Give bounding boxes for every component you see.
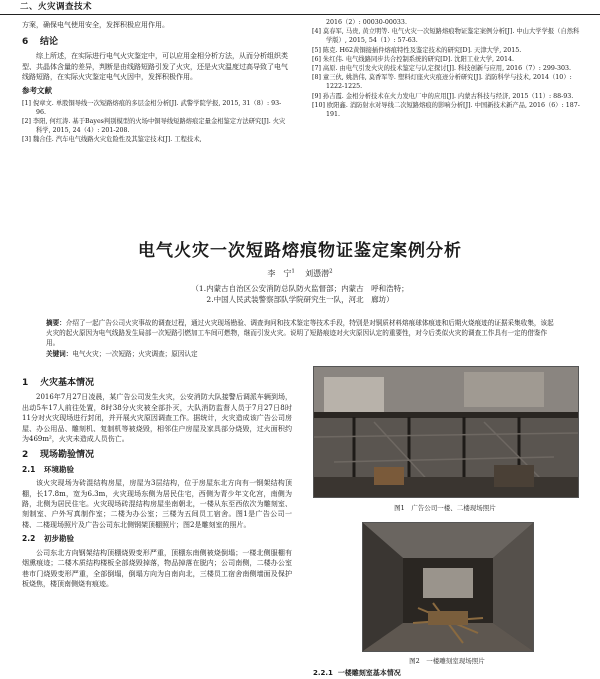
abstract-block xyxy=(46,318,556,359)
conclusion-heading xyxy=(22,37,288,48)
ref-item: [10] 欧阳鑫. 消防射水对导线二次短路熔痕的影响分析[J]. 中国新技术新产品, 2016（6）: 187-191. xyxy=(312,101,580,119)
conclusion-text: 综上所述，在实际进行电气火灾鉴定中，可以应用金相分析方法，从而分析组织类型、共晶体含量的差异，判断是由线路短路引发了火灾，还是火灾温度过高导致了电气线路短路，在实际火灾鉴定电气火因中，发挥积极作用。 xyxy=(22,52,288,82)
top-left-column xyxy=(22,20,288,145)
ref-item: [4] 莫春军, 马贵, 黄立明等. 电气火灾一次短路熔痕物证鉴定案例分析[J]. 中山大学学报（自然科学版）, 2015, 54（1）: 57-63. xyxy=(312,28,580,45)
ref-item: [6] 朱红伟. 电气线路同步共合控制系统的研究[D]. 沈阳工业大学, 2014. xyxy=(312,55,515,63)
subsection-2-1-heading xyxy=(22,465,292,475)
subsection-2-1-title: 环境勘验 xyxy=(44,464,74,474)
author-2-sup: 2 xyxy=(329,268,333,275)
journal-header xyxy=(0,0,600,15)
author-1: 李 宁 xyxy=(267,269,292,278)
author-2: 刘憑潜 xyxy=(305,269,330,278)
conclusion-num: 6 xyxy=(22,36,29,47)
section-1-heading xyxy=(22,378,292,388)
subsection-2-1-text: 该火灾现场为砖混结构房屋，房屋为3层结构，位于房屋东北方向有一钢架结构顶棚，长17.8m，宽为6.3m，火灾现场东侧为居民住宅，西侧为青少年文化宫，南侧为路，北侧为居民住宅。火灾现场砖混结构房屋坐南朝北，一楼从东至西依次为雕刻室、刻制室、户外写真制作室；二楼为办公室；三楼为五间员工宿舍。图1是广告公司一楼、二楼现场照片及广告公司东北侧钢架顶棚照片；图2是雕刻室的照片。 xyxy=(22,479,292,529)
ref-item: [3] 魏合佳. 汽车电气线路火灾危险性及其鉴定技术[J]. 工程技术, xyxy=(22,136,202,144)
subsection-2-2-heading xyxy=(22,534,292,544)
ref-item: [2] 李阳, 何红涛. 基于Bayes判别模型的火场中铜导线短路熔痕定量金相鉴定方法研究[J]. 火灾科学, 2015, 24（4）: 201-208. xyxy=(22,117,286,135)
subsection-2-2-1-title: 一楼雕刻室基本情况 xyxy=(337,669,401,677)
abstract-text: 介绍了一起广告公司火灾事故的调查过程，通过火灾现场勘验、调查询问和技术鉴定等技术手段，特别是对铜质材料熔痕球体痕迹和后期火烧痕迹的证据采集收集，该起火灾的起火原因为电气线路发生局部一次短路引燃加工车间可燃物，继而引发火灾。说明了短路痕迹对火灾原因认定的重要性，对今后类似火灾的调查工作具有一定的借鉴作用。 xyxy=(46,319,554,347)
ref-item: [1] 倪章文. 单股铜导线一次短路熔痕的多层金相分析[J]. 武警学院学报, 2015, 31（8）: 93-96. xyxy=(22,99,282,116)
keywords-label: 关键词： xyxy=(46,350,73,358)
body-left-column xyxy=(22,372,292,589)
figure-2-caption: 图2 一楼雕刻室现场照片 xyxy=(409,657,485,665)
refs-title: 参考文献 xyxy=(22,85,52,95)
section-1-text: 2016年7月27日凌晨，某广告公司发生火灾，公安消防大队接警后调派车辆到场，出动5车17人前往处置，8时38分火灾被全部扑灭，大队消防监督人员于7月27日8时11分对火灾现场进行封闭，并开展火灾原因调查工作。据统计，火灾造成该广告公司房屋、办公用品、雕刻机、复制机等被烧毁，相邻住户房屋及家具部分烧毁，过火面积约为469m²，火灾未造成人员伤亡。 xyxy=(22,393,292,444)
section-2-num: 2 xyxy=(22,450,29,461)
affil-line-1: （1.内蒙古自治区公安消防总队防火监督部；内蒙古 呼和浩特； xyxy=(191,284,409,293)
figure-1-photo xyxy=(313,366,579,498)
authors xyxy=(0,268,600,279)
ref-item: [8] 童三伙, 姚浩伟, 莫香军等. 塑料灯座火灾痕迹分析研究[J]. 消防科学与技术, 2014（10）: 1222-1225. xyxy=(312,74,572,91)
carry-text: 方案，确保电气使用安全，发挥积极应用作用。 xyxy=(22,21,169,29)
figure-2-photo xyxy=(362,522,534,652)
subsection-2-2-num: 2.2 xyxy=(22,534,36,544)
section-1-title: 火灾基本情况 xyxy=(40,378,95,388)
ref-item: [5] 陈克. H62黄铜接插件熔痕特性及鉴定技术的研究[D]. 天津大学, 2015. xyxy=(312,46,522,54)
top-right-column xyxy=(312,18,580,119)
fire-scene-photo-1 xyxy=(314,367,578,497)
subsection-2-2-title: 初步勘验 xyxy=(44,534,74,544)
affil-line-2: 2.中国人民武装警察部队学院研究生一队，河北 廊坊） xyxy=(206,295,394,304)
affiliations xyxy=(0,283,600,305)
section-2-title: 现场勘验情况 xyxy=(40,450,95,461)
conclusion-title: 结论 xyxy=(40,36,59,47)
ref-item: 2016（2）: 00030-00033. xyxy=(326,19,407,26)
subsection-2-1-num: 2.1 xyxy=(22,464,36,474)
section-1-num: 1 xyxy=(22,378,29,388)
author-1-sup: 1 xyxy=(291,268,295,275)
ref-item: [9] 孙吉霞. 金相分析技术在火力发电厂中的应用[J]. 内蒙古科技与经济, 2015（11）: 88-93. xyxy=(312,92,574,100)
paper-title: 电气火灾一次短路熔痕物证鉴定案例分析 xyxy=(138,241,462,261)
subsection-2-2-1-heading xyxy=(313,668,577,678)
figure-1-caption: 图1 广告公司一楼、二楼现场照片 xyxy=(394,504,496,512)
section-label: 二、火灾调查技术 xyxy=(20,2,93,12)
section-2-heading xyxy=(22,450,292,460)
subsection-2-2-1-num: 2.2.1 xyxy=(313,669,333,677)
keywords-text: 电气火灾；一次短路；火灾调查；原因认定 xyxy=(72,350,198,358)
abstract-label: 摘要： xyxy=(46,319,66,327)
fire-scene-photo-2 xyxy=(363,523,533,651)
ref-item: [7] 高原. 由电气引发火灾的技术鉴定与认定探讨[J]. 科技创新与应用, 2016（7）: 299-303. xyxy=(312,65,572,73)
subsection-2-2-text: 公司东北方向钢架结构顶棚烧毁变形严重，顶棚东南侧被烧倒塌；一楼北侧服棚有烟熏痕迹；二楼木质结构楼板全部烧毁掉落，物品掉落在脱内；公司南侧，二楼办公室巷市门烧毁变形严重，全部倒塌，倒塌方向为自南向北，三楼员工宿舍南侧墙面及保护板烧焦，楼顶南侧烧有痕迹。 xyxy=(22,548,292,588)
